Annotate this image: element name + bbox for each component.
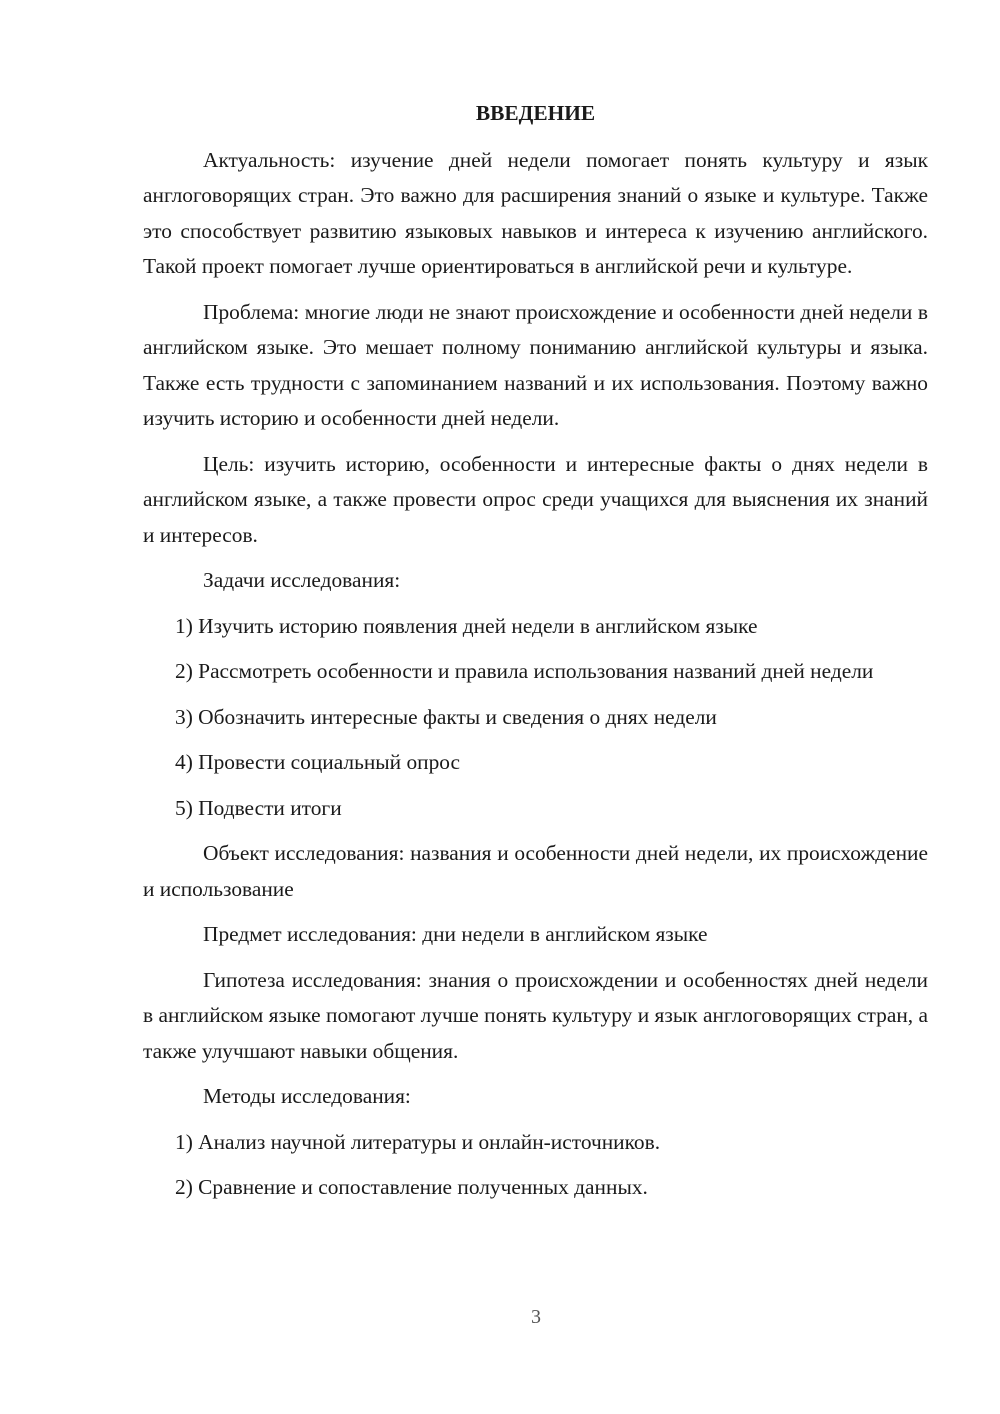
task-item: 3) Обозначить интересные факты и сведения о днях недели [175,704,717,729]
problem-paragraph: Проблема: многие люди не знают происхождение и особенности дней недели в английском языке. Это мешает полному пониманию английской культуры и языка. Также есть трудности с запоминанием названий и их использования. Поэтому важно изучить историю и особенности дней недели. [143,299,928,430]
subject-paragraph: Предмет исследования: дни недели в английском языке [203,922,708,946]
task-item: 2) Рассмотреть особенности и правила использования названий дней недели [175,659,874,683]
page-content [143,96,928,1216]
relevance-paragraph: Актуальность: изучение дней недели помогает понять культуру и язык англоговорящих стран. Это важно для расширения знаний о языке и культуре. Также это способствует развитию языковых навыков и интереса к изучению английского. Такой проект помогает лучше ориентироваться в английской речи и культуре. [143,147,928,278]
method-item: 2) Сравнение и сопоставление полученных данных. [175,1175,648,1199]
goal-paragraph: Цель: изучить историю, особенности и интересные факты о днях недели в английском языке, а также провести опрос среди учащихся для выяснения их знаний и интересов. [143,451,928,547]
tasks-heading: Задачи исследования: [203,568,401,592]
hypothesis-paragraph: Гипотеза исследования: знания о происхождении и особенностях дней недели в английском языке помогают лучше понять культуру и язык англоговорящих стран, а также улучшают навыки общения. [143,967,928,1063]
page-number: 3 [531,1306,541,1328]
object-paragraph: Объект исследования: названия и особенности дней недели, их происхождение и использование [143,841,928,901]
method-item: 1) Анализ научной литературы и онлайн-источников. [175,1129,661,1154]
task-item: 4) Провести социальный опрос [175,750,461,774]
task-item: 1) Изучить историю появления дней недели в английском языке [175,613,758,638]
methods-heading: Методы исследования: [203,1084,411,1108]
section-title: ВВЕДЕНИЕ [475,101,596,125]
task-item: 5) Подвести итоги [175,795,342,820]
